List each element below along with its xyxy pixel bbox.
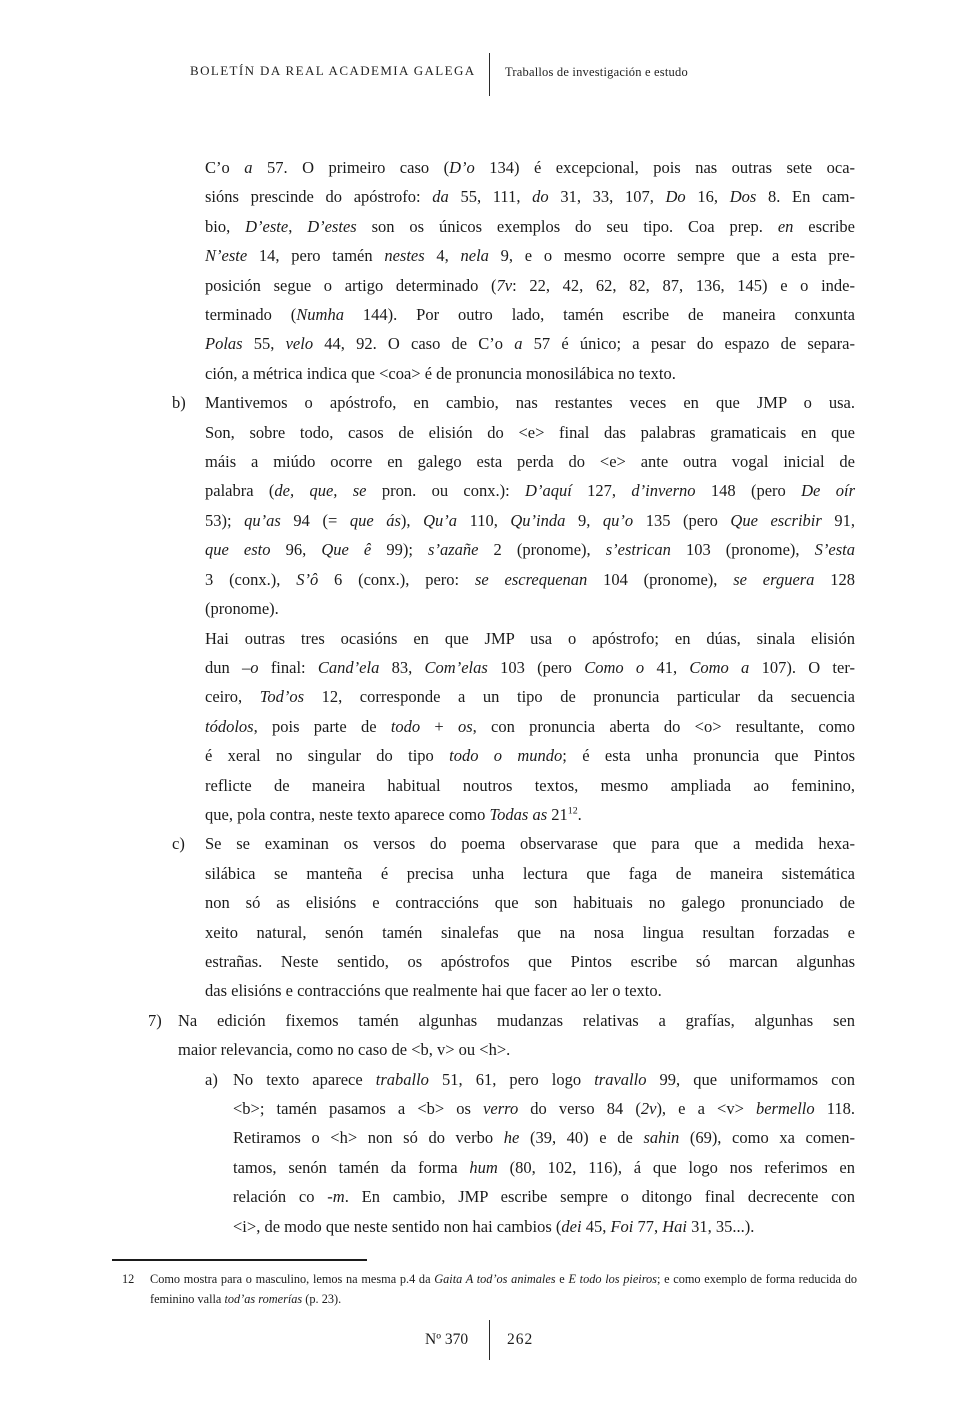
text-line: que esto 96, Que ê 99); s’azañe 2 (pronome), s’estrican 103 (pronome), S’esta: [205, 540, 855, 560]
text-line: C’o a 57. O primeiro caso (D’o 134) é excepcional, pois nas outras sete oca-: [205, 158, 856, 177]
text-line: Como mostra para o masculino, lemos na mesma p.4 da Gaita A tod’os animales e E todo los pieiros; e como exemplo de forma reducida do: [150, 1272, 857, 1286]
text-line: das elisións e contraccións que realmente hai que facer ao ler o texto.: [205, 981, 662, 1001]
text-line: Mantivemos o apóstrofo, en cambio, nas restantes veces en que JMP o usa.: [205, 393, 855, 413]
text-line: 3 (conx.), S’ô 6 (conx.), pero: se escrequenan 104 (pronome), se erguera 128: [205, 569, 856, 589]
text-line: non só as elisións e contraccións que son habituais no galego pronunciado de: [205, 893, 855, 913]
footnote-text: [122, 1269, 857, 1309]
text-line: tamos, senón tamén da forma hum (80, 102, 116), á que logo nos referimos en: [233, 1157, 855, 1177]
text-line: <i>, de modo que neste sentido non hai cambios (dei 45, Foi 77, Hai 31, 35...).: [233, 1216, 755, 1236]
text-line: 53); qu’as 94 (= que ás), Qu’a 110, Qu’inda 9, qu’o 135 (pero Que escribir 91,: [205, 510, 856, 530]
text-line: maior relevancia, como no caso de <b, v> ou <h>.: [178, 1040, 511, 1060]
header-divider: [489, 53, 490, 96]
footer-divider: [489, 1320, 490, 1360]
text-line: que, pola contra, neste texto aparece como Todas as $21^{12}$.: [205, 804, 582, 824]
text-line: dun –o final: Cand’ela 83, Com’elas 103 (pero Como o 41, Como a 107). O ter-: [205, 657, 855, 677]
text-line: Polas 55, velo 44, 92. O caso de C’o a 57 é único; a pesar do espazo de separa-: [205, 334, 855, 354]
footnote: [122, 1269, 857, 1309]
text-line: No texto aparece traballo 51, 61, pero logo travallo 99, que uniformamos con: [233, 1069, 855, 1089]
paragraph: [148, 624, 855, 830]
text-line: sións prescinde do apóstrofo: da 55, 111, do 31, 33, 107, Do 16, Dos 8. En cam-: [205, 187, 856, 207]
text-line: reflicte de maneira habitual noutros textos, mesmo ampliada ao feminino,: [205, 775, 855, 795]
text-line: Na edición fixemos tamén algunhas mudanzas relativas a grafías, algunhas sen: [178, 1010, 855, 1030]
journal-title: BOLETÍN DA REAL ACADEMIA GALEGA: [190, 63, 476, 78]
list-marker: b): [172, 393, 186, 413]
text-line: Hai outras tres ocasións en que JMP usa o apóstrofo; en dúas, sinala elisión: [205, 628, 855, 648]
section-title: Traballos de investigación e estudo: [505, 65, 688, 79]
list-marker: 7): [148, 1010, 162, 1030]
text-line: <b>; tamén pasamos a <b> os verro do verso 84 (2v), e a <v> bermello 118.: [233, 1099, 856, 1118]
paragraph: [148, 153, 855, 388]
text-line: N’este 14, pero tamén nestes 4, nela 9, e o mesmo ocorre sempre que a esta pre-: [205, 246, 855, 266]
text-line: bio, D’este, D’estes son os únicos exemplos do seu tipo. Coa prep. en escribe: [205, 216, 856, 236]
text-line: ceiro, Tod’os 12, corresponde a un tipo de pronuncia particular da secuencia: [205, 687, 855, 707]
text-line: Retiramos o <h> non só do verbo he (39, 40) e de sahin (69), como xa comen-: [233, 1128, 855, 1148]
text-line: feminino valla tod’as romerías (p. 23).: [150, 1292, 342, 1306]
paragraph: [148, 829, 855, 1005]
text-line: Se se examinan os versos do poema observarase que para que a medida hexa-: [205, 834, 855, 854]
text-line: máis a miúdo ocorre en galego esta perda do <e> ante outra vogal inicial de: [205, 452, 855, 472]
body-text: [148, 153, 855, 1241]
text-line: silábica se manteña é precisa unha lectura que faga de maneira sistemática: [205, 863, 855, 883]
list-marker: a): [205, 1069, 218, 1089]
footnote-number: 12: [122, 1272, 135, 1286]
text-line: xeito natural, senón tamén sinalefas que na nosa lingua resultan forzadas e: [205, 922, 855, 942]
text-line: (pronome).: [205, 599, 279, 619]
text-line: ción, a métrica indica que <coa> é de pronuncia monosilábica no texto.: [205, 363, 676, 383]
text-line: terminado (Numha 144). Por outro lado, tamén escribe de maneira conxunta: [205, 305, 855, 325]
footnote-divider: [112, 1259, 367, 1261]
text-line: tódolos, pois parte de todo + os, con pronuncia aberta do <o> resultante, como: [205, 716, 855, 736]
text-line: estrañas. Neste sentido, os apóstrofos que Pintos escribe só marcan algunhas: [205, 951, 855, 971]
list-marker: c): [172, 834, 185, 854]
text-line: Son, sobre todo, casos de elisión do <e> final das palabras gramaticais en que: [205, 422, 855, 442]
text-line: posición segue o artigo determinado (7v: 22, 42, 62, 82, 87, 136, 145) e o inde-: [205, 275, 855, 295]
paragraph: [148, 388, 855, 623]
paragraph: [148, 1065, 855, 1241]
issue-number: Nº 370: [425, 1331, 469, 1348]
text-line: relación co -m. En cambio, JMP escribe sempre o ditongo final decrecente con: [233, 1187, 855, 1207]
text-line: palabra (de, que, se pron. ou conx.): D’aquí 127, d’inverno 148 (pero De oír: [205, 481, 855, 501]
text-line: é xeral no singular do tipo todo o mundo; é esta unha pronuncia que Pintos: [205, 746, 855, 766]
paragraph: [148, 1006, 855, 1065]
page-number: 262: [507, 1331, 534, 1348]
